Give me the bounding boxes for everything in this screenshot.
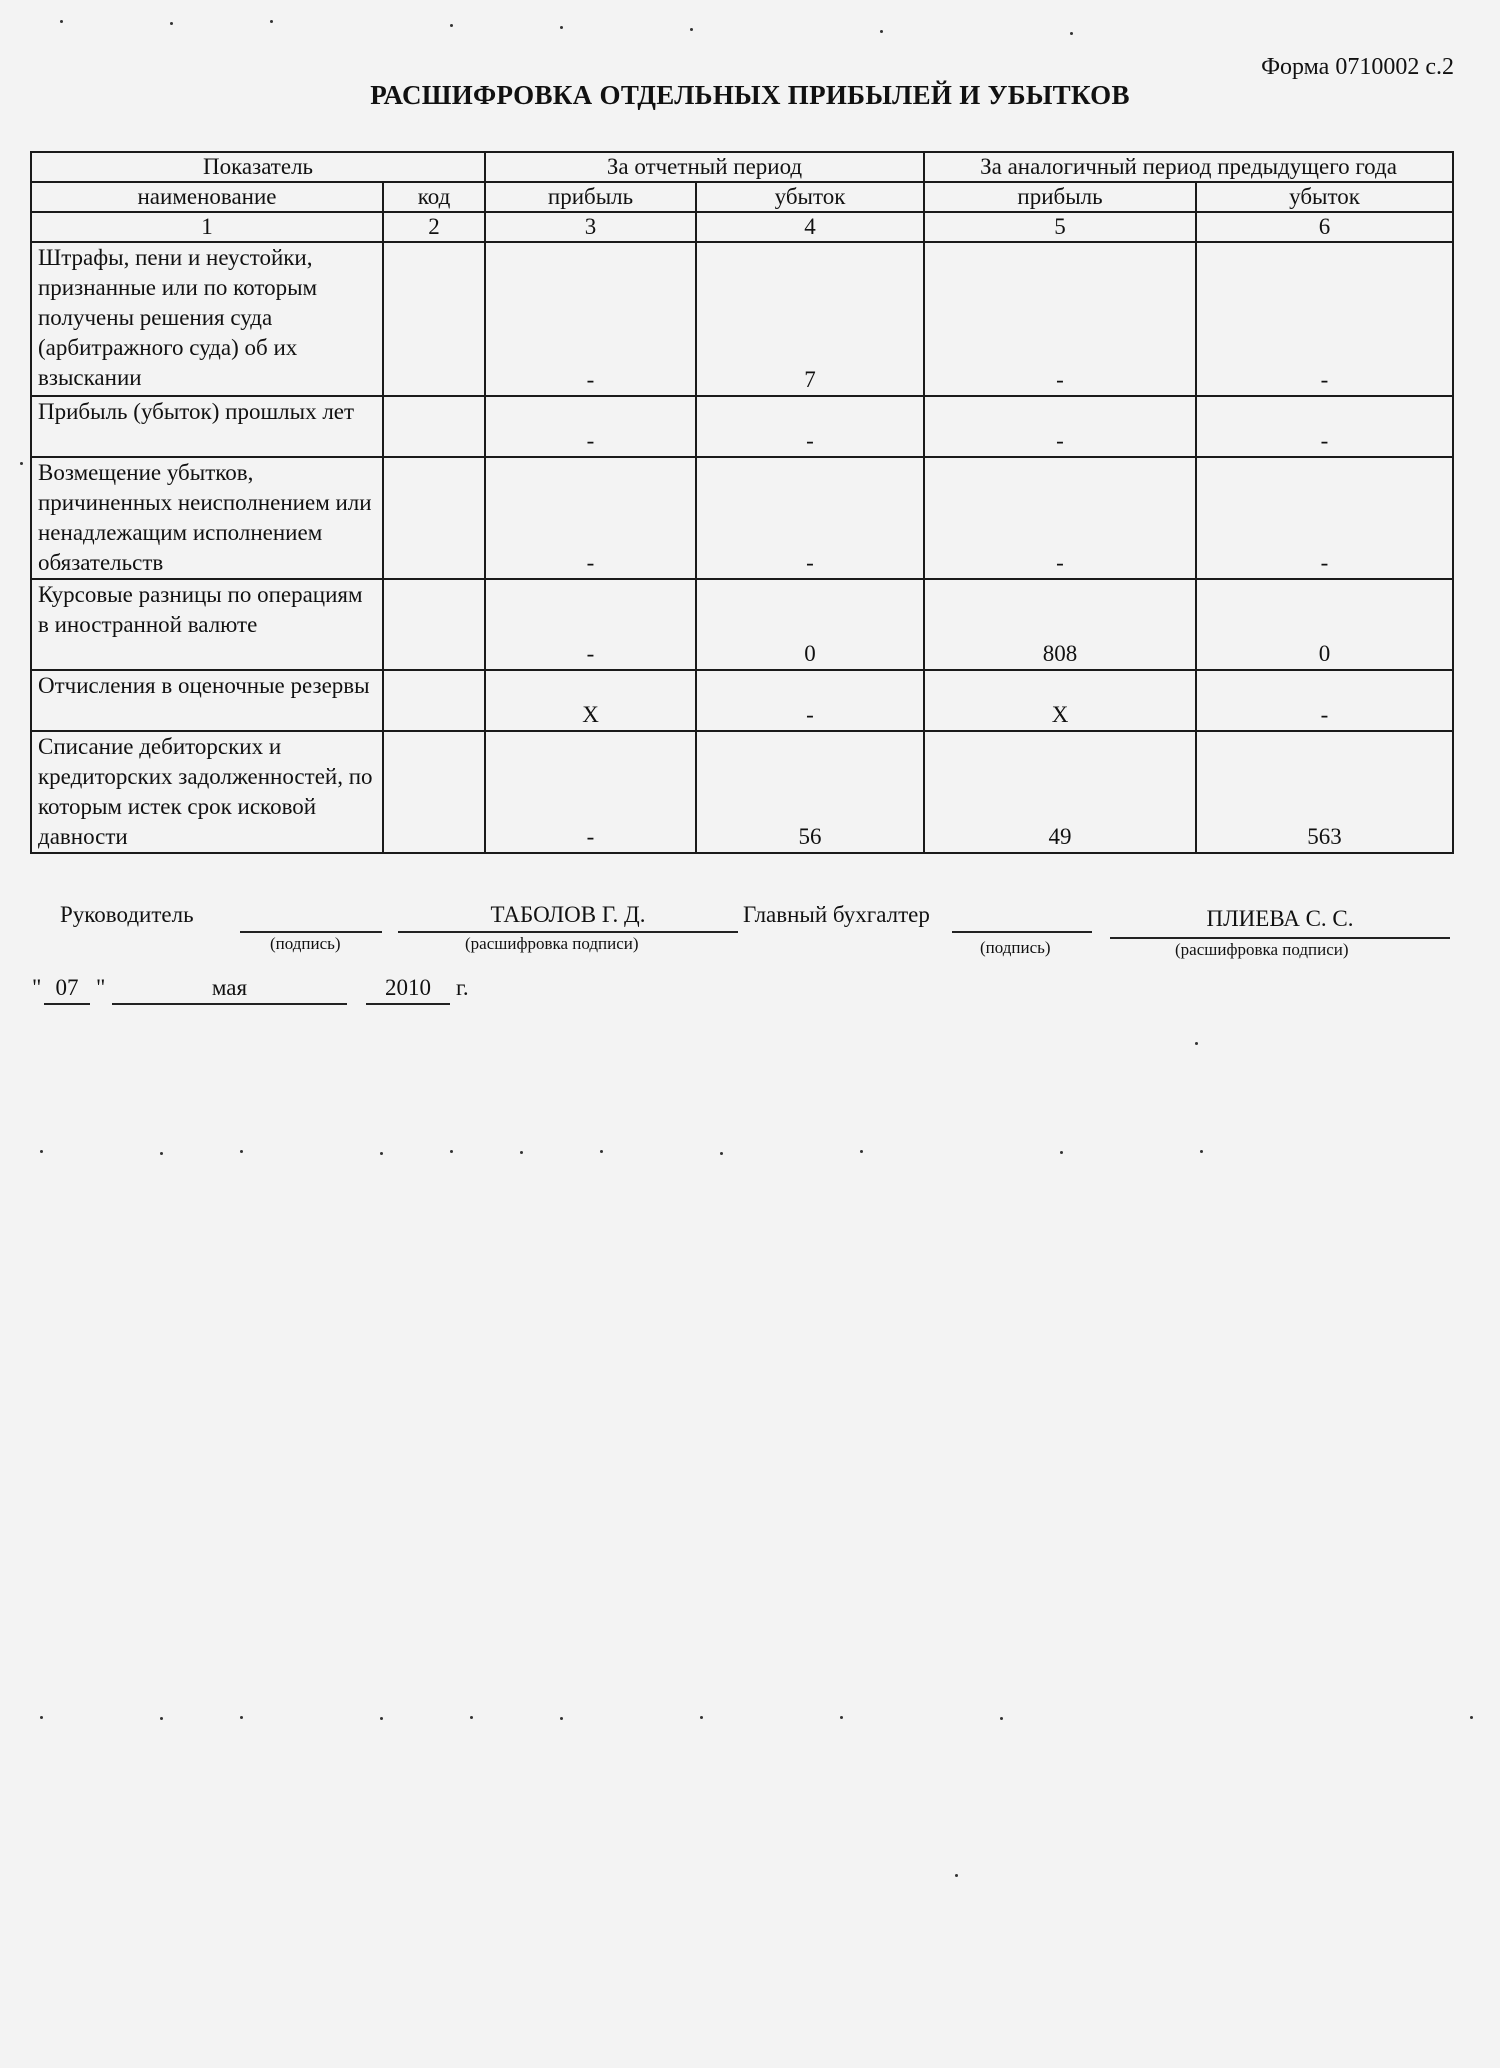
accountant-name-line [1110, 937, 1450, 939]
row-profit-current: X [485, 670, 696, 731]
row-code [383, 670, 485, 731]
row-loss-previous: - [1196, 396, 1453, 457]
row-loss-current: - [696, 396, 924, 457]
row-code [383, 242, 485, 396]
row-loss-current: - [696, 670, 924, 731]
row-name: Возмещение убытков, причиненных неисполнением или ненадлежащим исполнением обязательств [31, 457, 383, 579]
accountant-name: ПЛИЕВА С. С. [1206, 906, 1354, 931]
row-profit-previous: 808 [924, 579, 1196, 670]
row-code [383, 457, 485, 579]
row-loss-previous: - [1196, 242, 1453, 396]
date-month-line [112, 1003, 347, 1005]
row-profit-previous: - [924, 396, 1196, 457]
date-quote-close: " [96, 975, 106, 1000]
form-code: Форма 0710002 с.2 [1261, 54, 1454, 80]
row-loss-previous: 0 [1196, 579, 1453, 670]
row-profit-previous: X [924, 670, 1196, 731]
accountant-signature-caption: (подпись) [980, 938, 1051, 957]
column-number: 4 [696, 212, 924, 242]
row-code [383, 579, 485, 670]
table-header-row-1 [31, 152, 1453, 182]
head-label: Руководитель [60, 902, 194, 927]
header-profit-previous: прибыль [924, 182, 1196, 212]
row-code [383, 731, 485, 853]
row-name: Штрафы, пени и неустойки, признанные или по которым получены решения суда (арбитражного суда) об их взыскании [31, 242, 383, 396]
head-name-caption: (расшифровка подписи) [465, 934, 639, 953]
row-loss-current: 56 [696, 731, 924, 853]
header-name: наименование [31, 182, 383, 212]
head-name: ТАБОЛОВ Г. Д. [490, 902, 646, 927]
row-profit-previous: - [924, 242, 1196, 396]
table-column-numbers [31, 212, 1453, 242]
report-title: РАСШИФРОВКА ОТДЕЛЬНЫХ ПРИБЫЛЕЙ И УБЫТКОВ [370, 80, 1130, 110]
accountant-label: Главный бухгалтер [743, 902, 930, 927]
row-loss-previous: - [1196, 670, 1453, 731]
accountant-name-caption: (расшифровка подписи) [1175, 940, 1349, 959]
header-profit-current: прибыль [485, 182, 696, 212]
accountant-signature-line [952, 931, 1092, 933]
row-name: Курсовые разницы по операциям в иностранной валюте [31, 579, 383, 670]
header-previous-period: За аналогичный период предыдущего года [924, 152, 1453, 182]
row-profit-current: - [485, 457, 696, 579]
row-loss-previous: 563 [1196, 731, 1453, 853]
head-name-line [398, 931, 738, 933]
table-row [31, 670, 1453, 731]
row-profit-previous: 49 [924, 731, 1196, 853]
table-row [31, 396, 1453, 457]
column-number: 5 [924, 212, 1196, 242]
column-number: 2 [383, 212, 485, 242]
date-quote-open: " [32, 975, 42, 1000]
table-row [31, 731, 1453, 853]
signatures-block [0, 902, 1500, 962]
head-signature-line [240, 931, 382, 933]
row-loss-previous: - [1196, 457, 1453, 579]
table-row [31, 457, 1453, 579]
header-current-period: За отчетный период [485, 152, 924, 182]
header-loss-current: убыток [696, 182, 924, 212]
table-header-row-2 [31, 182, 1453, 212]
row-profit-current: - [485, 731, 696, 853]
row-name: Отчисления в оценочные резервы [31, 670, 383, 731]
date-day-line [44, 1003, 90, 1005]
row-profit-previous: - [924, 457, 1196, 579]
row-loss-current: - [696, 457, 924, 579]
row-profit-current: - [485, 579, 696, 670]
header-indicator: Показатель [31, 152, 485, 182]
row-profit-current: - [485, 396, 696, 457]
report-table [30, 151, 1454, 854]
date-year-suffix: г. [456, 975, 469, 1000]
date-year: 2010 [385, 975, 431, 1000]
header-loss-previous: убыток [1196, 182, 1453, 212]
column-number: 3 [485, 212, 696, 242]
row-profit-current: - [485, 242, 696, 396]
row-name: Списание дебиторских и кредиторских задолженностей, по которым истек срок исковой давности [31, 731, 383, 853]
date-month: мая [211, 975, 248, 1000]
header-code: код [383, 182, 485, 212]
table-row [31, 242, 1453, 396]
column-number: 1 [31, 212, 383, 242]
row-loss-current: 0 [696, 579, 924, 670]
date-year-line [366, 1003, 450, 1005]
column-number: 6 [1196, 212, 1453, 242]
head-signature-caption: (подпись) [270, 934, 341, 953]
row-loss-current: 7 [696, 242, 924, 396]
row-code [383, 396, 485, 457]
row-name: Прибыль (убыток) прошлых лет [31, 396, 383, 457]
date-day: 07 [55, 975, 79, 1000]
table-row [31, 579, 1453, 670]
